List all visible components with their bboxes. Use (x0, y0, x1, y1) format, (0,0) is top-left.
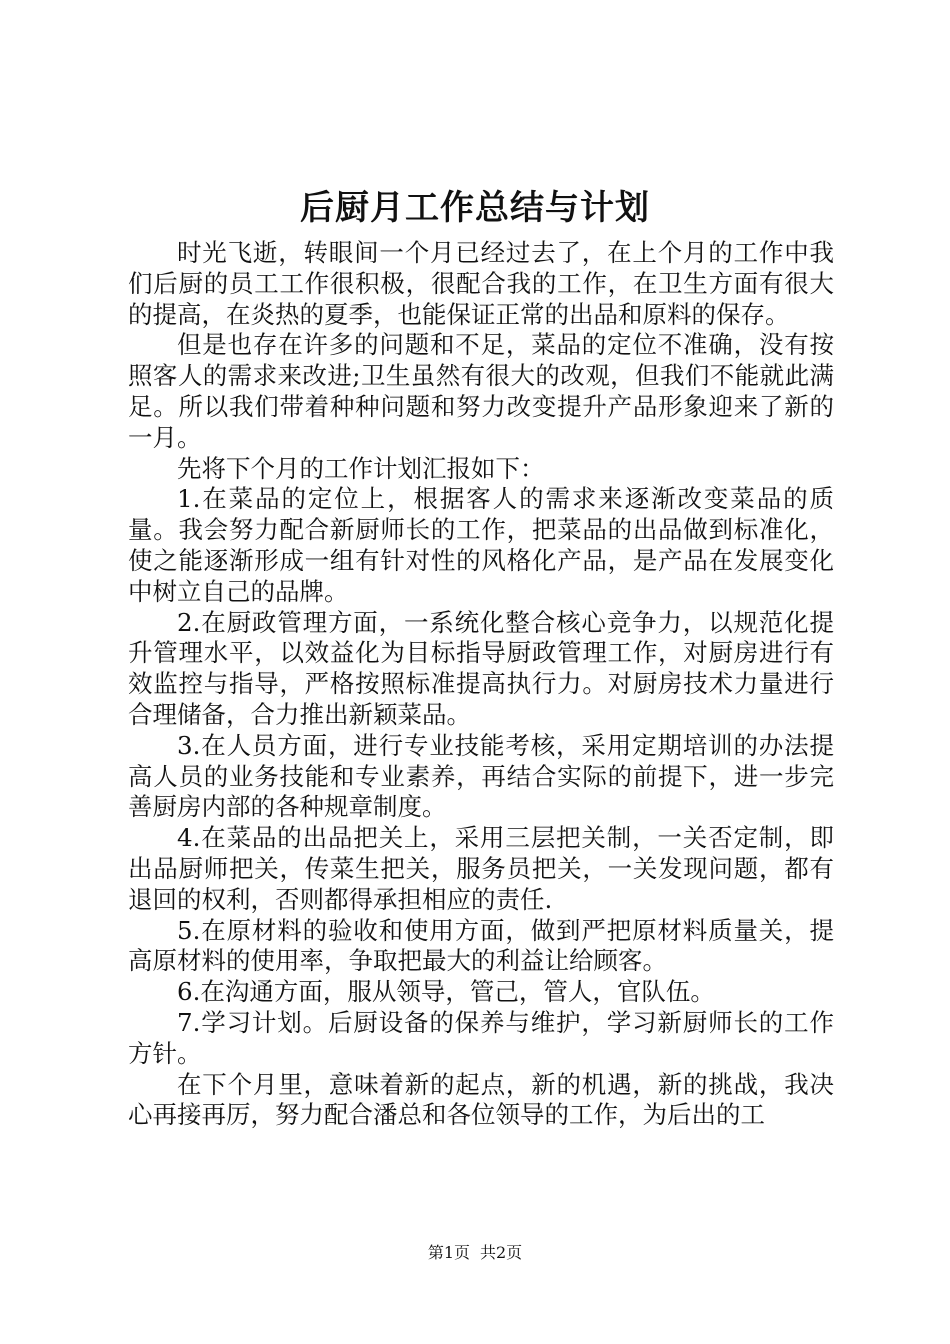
paragraph: 2.在厨政管理方面，一系统化整合核心竞争力，以规范化提升管理水平，以效益化为目标指导厨政管理工作，对厨房进行有效监控与指导，严格按照标准提高执行力。对厨房技术力量进行合理储备，合力推出新颖菜品。 (128, 607, 834, 729)
paragraph: 但是也存在许多的问题和不足，菜品的定位不准确，没有按照客人的需求来改进;卫生虽然有很大的改观，但我们不能就此满足。所以我们带着种种问题和努力改变提升产品形象迎来了新的一月。 (128, 330, 834, 452)
page-footer (0, 1243, 950, 1263)
paragraph: 5.在原材料的验收和使用方面，做到严把原材料质量关，提高原材料的使用率，争取把最大的利益让给顾客。 (128, 915, 834, 976)
paragraph: 3.在人员方面，进行专业技能考核，采用定期培训的办法提高人员的业务技能和专业素养，再结合实际的前提下，进一步完善厨房内部的各种规章制度。 (128, 730, 834, 822)
paragraph: 4.在菜品的出品把关上，采用三层把关制，一关否定制，即出品厨师把关，传菜生把关，服务员把关，一关发现问题，都有退回的权利，否则都得承担相应的责任. (128, 823, 834, 914)
document-title: 后厨月工作总结与计划 (300, 188, 650, 228)
page-number: 第1页 (427, 1243, 470, 1262)
paragraph: 先将下个月的工作计划汇报如下： (177, 453, 545, 483)
paragraph: 在下个月里，意味着新的起点，新的机遇，新的挑战，我决心再接再厉，努力配合潘总和各位领导的工作，为后出的工 (128, 1069, 834, 1130)
paragraph: 7.学习计划。后厨设备的保养与维护，学习新厨师长的工作方针。 (128, 1007, 834, 1068)
paragraph: 时光飞逝，转眼间一个月已经过去了，在上个月的工作中我们后厨的员工工作很积极，很配合我的工作，在卫生方面有很大的提高，在炎热的夏季，也能保证正常的出品和原料的保存。 (128, 238, 834, 329)
page-total: 共2页 (480, 1243, 523, 1262)
document-body (128, 238, 834, 1131)
paragraph: 6.在沟通方面，服从领导，管己，管人，官队伍。 (177, 977, 715, 1007)
paragraph: 1.在菜品的定位上，根据客人的需求来逐渐改变菜品的质量。我会努力配合新厨师长的工作，把菜品的出品做到标准化，使之能逐渐形成一组有针对性的风格化产品，是产品在发展变化中树立自己的品牌。 (128, 484, 834, 606)
